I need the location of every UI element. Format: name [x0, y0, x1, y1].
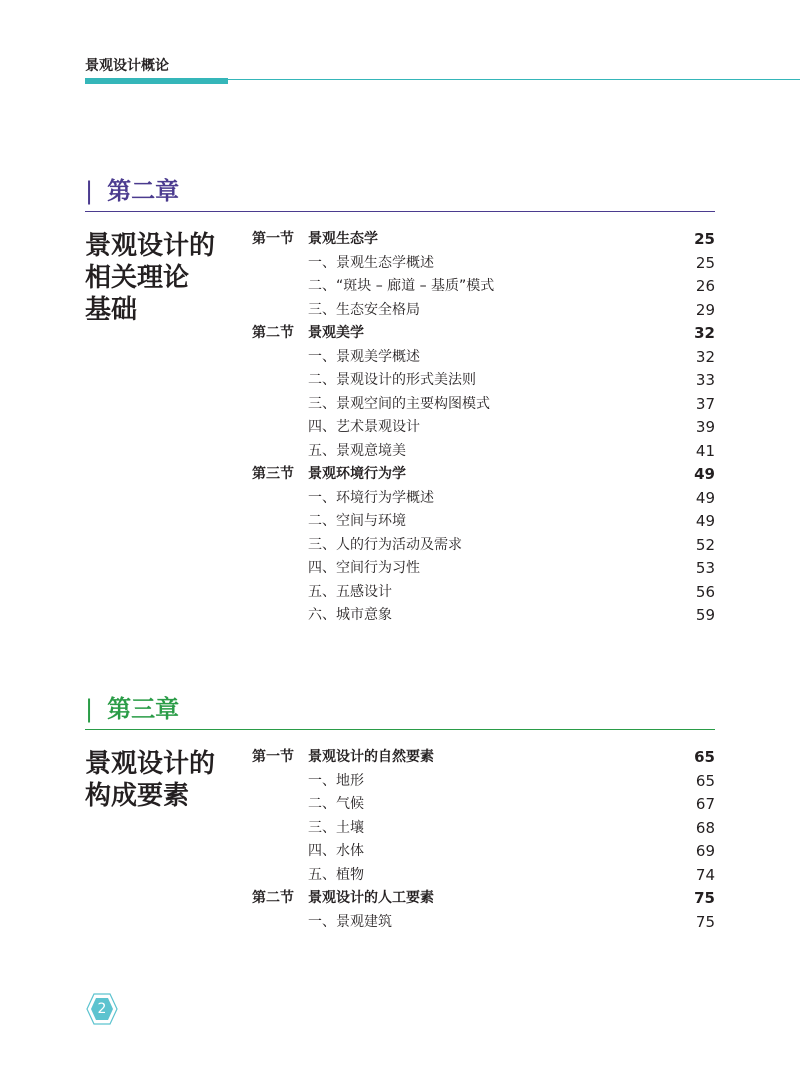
chapter-number: 第二章 [107, 177, 180, 205]
item-title: 三、人的行为活动及需求 [308, 536, 462, 553]
toc-page-number: 32 [695, 347, 715, 366]
toc-page-number: 49 [695, 512, 715, 530]
toc-item-row [252, 604, 715, 628]
toc-page-number: 39 [695, 418, 715, 436]
item-title: 五、景观意境美 [308, 442, 406, 459]
toc-page-number: 52 [695, 535, 715, 554]
toc-page-number: 26 [695, 277, 715, 295]
chapter-heading [85, 691, 179, 727]
toc-page-number: 37 [695, 394, 715, 413]
chapter-title-line: 基础 [85, 295, 138, 325]
toc-item-row [252, 793, 715, 817]
chapter-heading-bar: | [85, 695, 94, 723]
toc-page-number: 75 [694, 889, 715, 907]
toc-item-row [252, 581, 715, 605]
toc-item-row [252, 817, 715, 841]
section-title: 景观设计的自然要素 [308, 749, 434, 765]
item-title: 三、生态安全格局 [308, 301, 420, 318]
item-title: 五、五感设计 [308, 583, 392, 600]
toc-section-row [252, 887, 715, 911]
toc-item-row [252, 369, 715, 393]
item-title: 二、空间与环境 [308, 513, 406, 529]
item-title: 四、艺术景观设计 [308, 419, 420, 435]
toc-section-row [252, 322, 715, 346]
toc-page-number: 25 [694, 230, 715, 248]
toc-section-row [252, 228, 715, 252]
chapter-title-line: 相关理论 [85, 263, 190, 293]
item-title: 六、城市意象 [308, 607, 392, 623]
toc-page-number: 65 [694, 748, 715, 766]
table-of-contents [252, 746, 715, 934]
toc-page-number: 49 [694, 465, 715, 483]
item-title: 二、“斑块 – 廊道 – 基质”模式 [308, 278, 495, 294]
toc-item-row [252, 275, 715, 299]
item-title: 一、景观生态学概述 [308, 254, 434, 271]
toc-page-number: 41 [695, 441, 715, 460]
toc-item-row [252, 864, 715, 888]
toc-item-row [252, 440, 715, 464]
chapter-number: 第三章 [107, 695, 180, 723]
chapter-title-line: 景观设计的 [85, 231, 216, 261]
chapter-heading-bar: | [85, 177, 94, 205]
chapter-title [85, 230, 235, 326]
item-title: 一、景观建筑 [308, 913, 392, 930]
toc-item-row [252, 770, 715, 794]
section-number: 第二节 [252, 325, 294, 341]
page-number: 2 [97, 1001, 107, 1017]
item-title: 一、地形 [308, 772, 364, 789]
toc-page-number: 59 [695, 606, 715, 624]
toc-page-number: 32 [694, 324, 715, 342]
toc-page-number: 75 [695, 912, 715, 931]
toc-item-row [252, 416, 715, 440]
section-title: 景观美学 [308, 325, 364, 341]
toc-page-number: 56 [695, 582, 715, 601]
toc-item-row [252, 252, 715, 276]
toc-item-row [252, 299, 715, 323]
item-title: 三、景观空间的主要构图模式 [308, 395, 490, 412]
item-title: 三、土壤 [308, 819, 364, 836]
section-title: 景观生态学 [308, 231, 378, 247]
toc-page-number: 65 [695, 771, 715, 790]
toc-item-row [252, 557, 715, 581]
chapter-heading [85, 173, 179, 209]
item-title: 二、气候 [308, 796, 364, 812]
toc-item-row [252, 393, 715, 417]
toc-page-number: 69 [695, 842, 715, 860]
toc-page-number: 29 [695, 300, 715, 319]
chapter-rule [85, 211, 715, 212]
toc-page-number: 67 [695, 795, 715, 813]
toc-page-number: 74 [695, 865, 715, 884]
header-accent-bar [85, 78, 228, 84]
toc-item-row [252, 911, 715, 935]
toc-section-row [252, 746, 715, 770]
section-number: 第一节 [252, 749, 294, 765]
item-title: 一、景观美学概述 [308, 348, 420, 365]
toc-item-row [252, 534, 715, 558]
toc-item-row [252, 510, 715, 534]
chapter-title-line: 景观设计的 [85, 749, 216, 779]
toc-page-number: 33 [695, 371, 715, 389]
item-title: 五、植物 [308, 866, 364, 883]
chapter-title-line: 构成要素 [85, 781, 190, 811]
section-number: 第三节 [252, 466, 294, 482]
section-number: 第二节 [252, 890, 294, 906]
section-title: 景观环境行为学 [308, 466, 406, 482]
toc-item-row [252, 487, 715, 511]
toc-page-number: 68 [695, 818, 715, 837]
running-header-title: 景观设计概论 [85, 58, 169, 74]
toc-page-number: 53 [695, 559, 715, 577]
page-number-badge [86, 993, 118, 1025]
item-title: 四、空间行为习性 [308, 560, 420, 576]
item-title: 二、景观设计的形式美法则 [308, 372, 476, 388]
section-number: 第一节 [252, 231, 294, 247]
item-title: 一、环境行为学概述 [308, 489, 434, 506]
toc-item-row [252, 840, 715, 864]
item-title: 四、水体 [308, 843, 364, 859]
chapter-rule [85, 729, 715, 730]
toc-item-row [252, 346, 715, 370]
chapter-title [85, 748, 235, 812]
toc-page-number: 25 [695, 253, 715, 272]
toc-page-number: 49 [695, 488, 715, 507]
toc-section-row [252, 463, 715, 487]
table-of-contents [252, 228, 715, 628]
section-title: 景观设计的人工要素 [308, 890, 434, 906]
